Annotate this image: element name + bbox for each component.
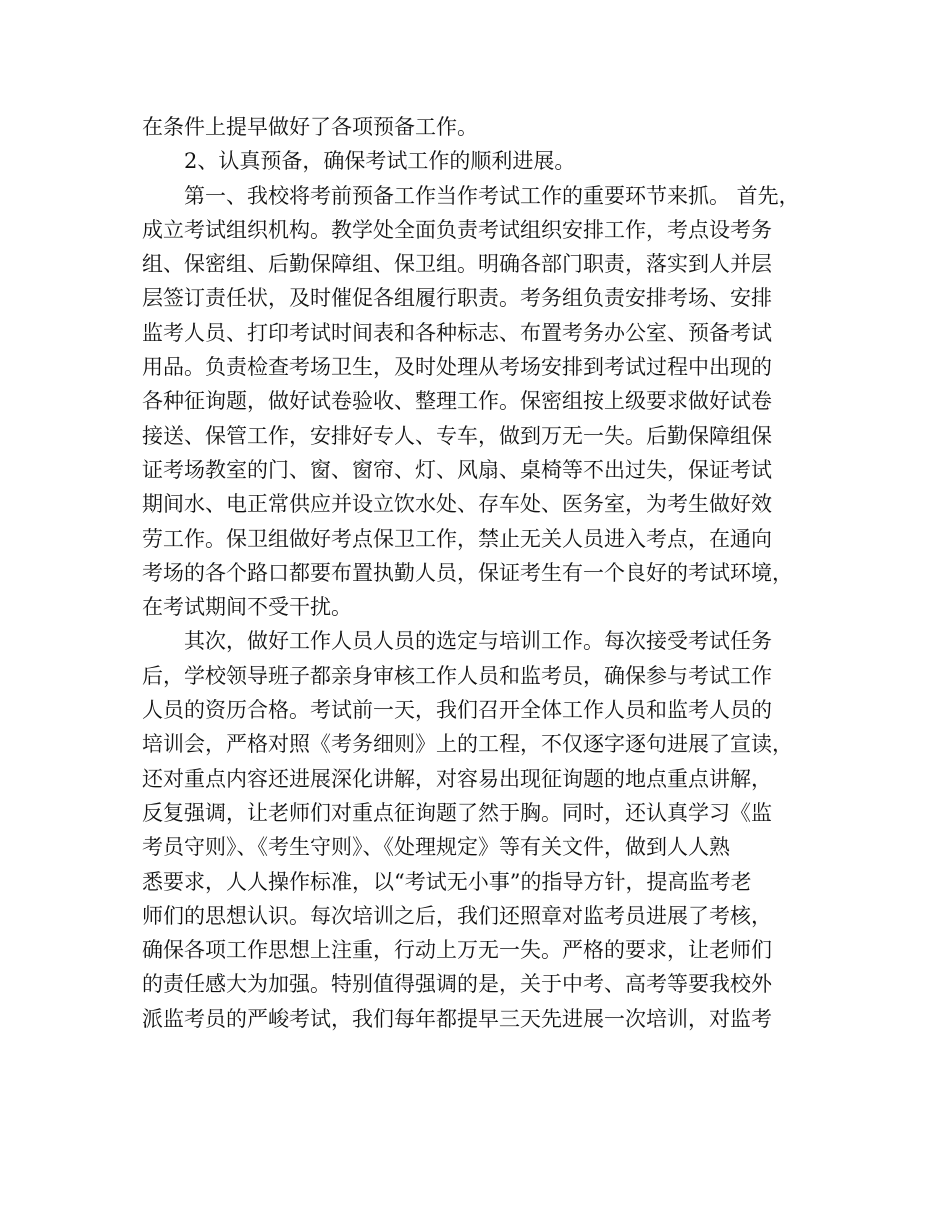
text-line: 其次，做好工作人员人员的选定与培训工作。每次接受考试任务 — [184, 629, 772, 654]
text-line: 师们的思想认识。每次培训之后，我们还照章对监考员进展了考核， — [142, 903, 772, 928]
text-line: 劳工作。保卫组做好考点保卫工作，禁止无关人员进入考点，在通向 — [142, 526, 772, 551]
text-line: 成立考试组织机构。教学处全面负责考试组织安排工作，考点设考务 — [142, 217, 772, 242]
text-line: 在条件上提早做好了各项预备工作。 — [142, 115, 478, 139]
text-line: 接送、保管工作，安排好专人、专车，做到万无一失。后勤保障组保 — [142, 423, 772, 448]
text-line: 考员守则》、《考生守则》、《处理规定》等有关文件，做到人人熟 — [142, 835, 730, 860]
text-line: 后，学校领导班子都亲身审核工作人员和监考员，确保参与考试工作 — [142, 663, 772, 688]
text-line: 期间水、电正常供应并设立饮水处、存车处、医务室，为考生做好效 — [142, 492, 772, 517]
text-line: 监考人员、打印考试时间表和各种标志、布置考务办公室、预备考试 — [142, 320, 772, 345]
text-line: 反复强调，让老师们对重点征询题了然于胸。同时，还认真学习《监 — [142, 800, 772, 825]
text-line: 在考试期间不受干扰。 — [142, 595, 352, 620]
text-line: 用品。负责检查考场卫生，及时处理从考场安排到考试过程中出现的 — [142, 355, 772, 380]
text-line: 证考场教室的门、窗、窗帘、灯、风扇、桌椅等不出过失，保证考试 — [142, 457, 772, 482]
text-line: 各种征询题，做好试卷验收、整理工作。保密组按上级要求做好试卷 — [142, 389, 772, 414]
text-line: 层签订责任状，及时催促各组履行职责。考务组负责安排考场、安排 — [142, 286, 772, 311]
text-line: 组、保密组、后勤保障组、保卫组。明确各部门职责，落实到人并层 — [142, 252, 772, 277]
text-line: 第一、我校将考前预备工作当作考试工作的重要环节来抓。 首先， — [184, 183, 800, 208]
text-line: 培训会，严格对照《考务细则》上的工程，不仅逐字逐句进展了宣读， — [142, 732, 793, 757]
text-line: 考场的各个路口都要布置执勤人员，保证考生有一个良好的考试环境， — [142, 560, 793, 585]
text-line: 悉要求，人人操作标准，以“考试无小事”的指导方针，提高监考老 — [142, 869, 752, 894]
text-line: 2、认真预备，确保考试工作的顺利进展。 — [184, 149, 576, 174]
text-line: 的责任感大为加强。特别值得强调的是，关于中考、高考等要我校外 — [142, 972, 772, 997]
text-line: 人员的资历合格。考试前一天，我们召开全体工作人员和监考人员的 — [142, 698, 772, 723]
document-body — [142, 110, 832, 1036]
text-line: 还对重点内容还进展深化讲解，对容易出现征询题的地点重点讲解， — [142, 766, 772, 791]
text-line: 派监考员的严峻考试，我们每年都提早三天先进展一次培训，对监考 — [142, 1006, 772, 1031]
text-line: 确保各项工作思想上注重，行动上万无一失。严格的要求，让老师们 — [142, 938, 772, 963]
